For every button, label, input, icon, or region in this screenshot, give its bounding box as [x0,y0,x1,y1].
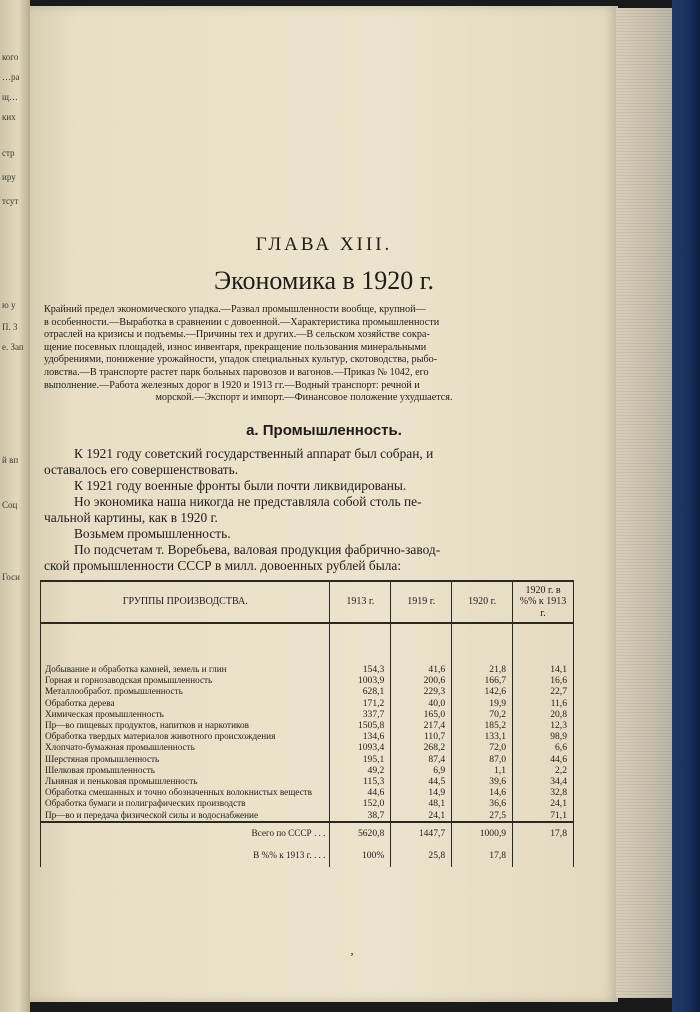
row-value: 21,8 [452,623,513,675]
book-page [30,6,618,1002]
paragraph-line: По подсчетам т. Воребьева, валовая продукция фабрично-завод- [74,542,441,557]
abstract-line: ловства.—В транспорте растет парк больных паровозов и вагонов.—Приказ № 1042, его [44,366,429,378]
table-row [41,731,574,742]
row-value: 49,2 [330,765,391,776]
row-label: Обработка дерева [41,698,330,709]
table-row [41,776,574,787]
chapter-heading: ГЛАВА XIII. [255,234,393,255]
left-page-fragment: кого [2,52,19,62]
row-value: 337,7 [330,709,391,720]
row-value: 22,7 [513,686,574,697]
row-value: 115,3 [330,776,391,787]
row-value: 16,6 [513,675,574,686]
row-value: 200,6 [391,675,452,686]
row-value: 14,9 [391,787,452,798]
row-label: Горная и горнозаводская промышленность [41,675,330,686]
table-row [41,742,574,753]
chapter-abstract [44,304,564,405]
row-value: 19,9 [452,698,513,709]
left-page-fragment: Госи [2,572,20,582]
row-label: В %% к 1913 г. . . . [41,845,330,867]
header-1913: 1913 г. [330,581,391,623]
row-label: Добывание и обработка камней, земель и глин [41,623,330,675]
table-row [41,686,574,697]
row-value: 628,1 [330,686,391,697]
paragraph-line: Но экономика наша никогда не представляла собой столь пе- [74,494,422,509]
row-value: 1447,7 [391,822,452,845]
paragraph-line: К 1921 году военные фронты были почти ликвидированы. [74,478,407,493]
left-page-fragment: …ра [2,72,20,82]
row-value: 142,6 [452,686,513,697]
book-cover [672,0,700,1012]
abstract-line: выполнение.—Работа железных дорог в 1920 и 1913 гг.—Водный транспорт: речной и [44,379,420,391]
row-label: Хлопчато-бумажная промышленность [41,742,330,753]
row-label: Металлообработ. промышленность [41,686,330,697]
left-page-fragment: П. 3 [2,322,18,332]
paragraph-line: Возьмем промышленность. [74,526,231,541]
row-value: 6,9 [391,765,452,776]
row-value: 32,8 [513,787,574,798]
row-label: Шелковая промышленность [41,765,330,776]
row-value: 229,3 [391,686,452,697]
paragraph-line: К 1921 году советский государственный аппарат был собран, и [74,446,434,461]
row-value: 1093,4 [330,742,391,753]
row-value: 14,6 [452,787,513,798]
row-label: Шерстяная промышленность [41,754,330,765]
header-1919: 1919 г. [391,581,452,623]
row-value: 70,2 [452,709,513,720]
row-value: 100% [330,845,391,867]
row-value: 268,2 [391,742,452,753]
row-value: 44,6 [330,787,391,798]
row-value: 24,1 [391,810,452,822]
row-label: Обработка смешанных и точно обозначенных волокнистых веществ [41,787,330,798]
row-value: 34,4 [513,776,574,787]
table-row [41,787,574,798]
table-row [41,765,574,776]
chapter-title: Экономика в 1920 г. [213,266,435,295]
abstract-line: отраслей на кризисы и подъемы.—Причины тех и других.—В сельском хозяйстве сокра- [44,329,430,341]
left-page-fragment: стр [2,148,15,158]
table-row [41,798,574,809]
table-row [41,754,574,765]
paragraph-line: оставалось его совершенствовать. [44,462,239,477]
row-value: 24,1 [513,798,574,809]
row-value: 171,2 [330,698,391,709]
row-value: 72,0 [452,742,513,753]
row-value: 38,7 [330,810,391,822]
left-page-fragment: е. Зап [2,342,24,352]
abstract-line: морской.—Экспорт и импорт.—Финансовое положение ухудшается. [155,392,453,404]
row-value: 110,7 [391,731,452,742]
table-header-row [41,581,574,623]
row-value: 98,9 [513,731,574,742]
row-value: 44,6 [513,754,574,765]
row-value: 39,6 [452,776,513,787]
row-value: 195,1 [330,754,391,765]
row-value: 1003,9 [330,675,391,686]
left-page-edge [0,0,30,1012]
left-page-fragment: й вп [2,455,19,465]
row-value: 1505,8 [330,720,391,731]
left-page-fragment: тсут [2,196,19,206]
production-table [40,580,574,867]
row-label: Льняная и пеньковая промышленность [41,776,330,787]
table-row [41,698,574,709]
left-page-fragment: ких [2,112,16,122]
row-label: Обработка бумаги и полиграфических производств [41,798,330,809]
abstract-line: щение посевных площадей, износ инвентаря, прекращение пользования минеральными [44,341,427,353]
row-label: Химическая промышленность [41,709,330,720]
header-groups: ГРУППЫ ПРОИЗВОДСТВА. [41,581,330,623]
table-row [41,675,574,686]
abstract-line: удобрениями, понижение урожайности, упадок специальных культур, скотоводства, рыбо- [44,354,438,366]
page-stack-edge [616,8,674,998]
row-value: 152,0 [330,798,391,809]
row-value: 217,4 [391,720,452,731]
left-page-fragment: Соц [2,500,18,510]
row-value: 48,1 [391,798,452,809]
row-value: 154,3 [330,623,391,675]
row-value: 71,1 [513,810,574,822]
left-page-fragment: иру [2,172,16,182]
row-value: 134,6 [330,731,391,742]
row-value: 25,8 [391,845,452,867]
row-value: 185,2 [452,720,513,731]
row-value: 166,7 [452,675,513,686]
table-row [41,709,574,720]
row-value: 1,1 [452,765,513,776]
table-row [41,623,574,675]
ink-mark: ʼ [350,950,354,964]
paragraph-line: ской промышленности СССР в милл. довоенных рублей была: [44,558,402,573]
row-value: 14,1 [513,623,574,675]
row-value: 12,3 [513,720,574,731]
row-value: 165,0 [391,709,452,720]
row-value [513,845,574,867]
row-label: Всего по СССР . . . [41,822,330,845]
row-value: 20,8 [513,709,574,720]
row-value: 40,0 [391,698,452,709]
header-percent: 1920 г. в %% к 1913 г. [513,581,574,623]
abstract-line: Крайний предел экономического упадка.—Развал промышленности вообще, крупной— [44,304,426,315]
abstract-line: в особенности.—Выработка в сравнении с довоенной.—Характеристика промышленности [44,316,440,328]
row-value: 5620,8 [330,822,391,845]
row-value: 133,1 [452,731,513,742]
row-value: 11,6 [513,698,574,709]
section-heading: а. Промышленность. [246,422,402,439]
table-row [41,720,574,731]
row-value: 36,6 [452,798,513,809]
row-value: 1000,9 [452,822,513,845]
body-text [44,446,564,574]
row-value: 17,8 [513,822,574,845]
table-row [41,810,574,822]
row-value: 27,5 [452,810,513,822]
percent-row [41,845,574,867]
row-label: Пр—во пищевых продуктов, напитков и наркотиков [41,720,330,731]
total-row [41,822,574,845]
left-page-fragment: щ… [2,92,18,102]
row-label: Пр—во и передача физической силы и водоснабжение [41,810,330,822]
row-value: 87,0 [452,754,513,765]
paragraph-line: чальной картины, как в 1920 г. [44,510,218,525]
row-value: 17,8 [452,845,513,867]
row-value: 87,4 [391,754,452,765]
row-value: 2,2 [513,765,574,776]
row-label: Обработка твердых материалов животного происхождения [41,731,330,742]
row-value: 6,6 [513,742,574,753]
row-value: 41,6 [391,623,452,675]
row-value: 44,5 [391,776,452,787]
header-1920: 1920 г. [452,581,513,623]
left-page-fragment: ю у [2,300,16,310]
